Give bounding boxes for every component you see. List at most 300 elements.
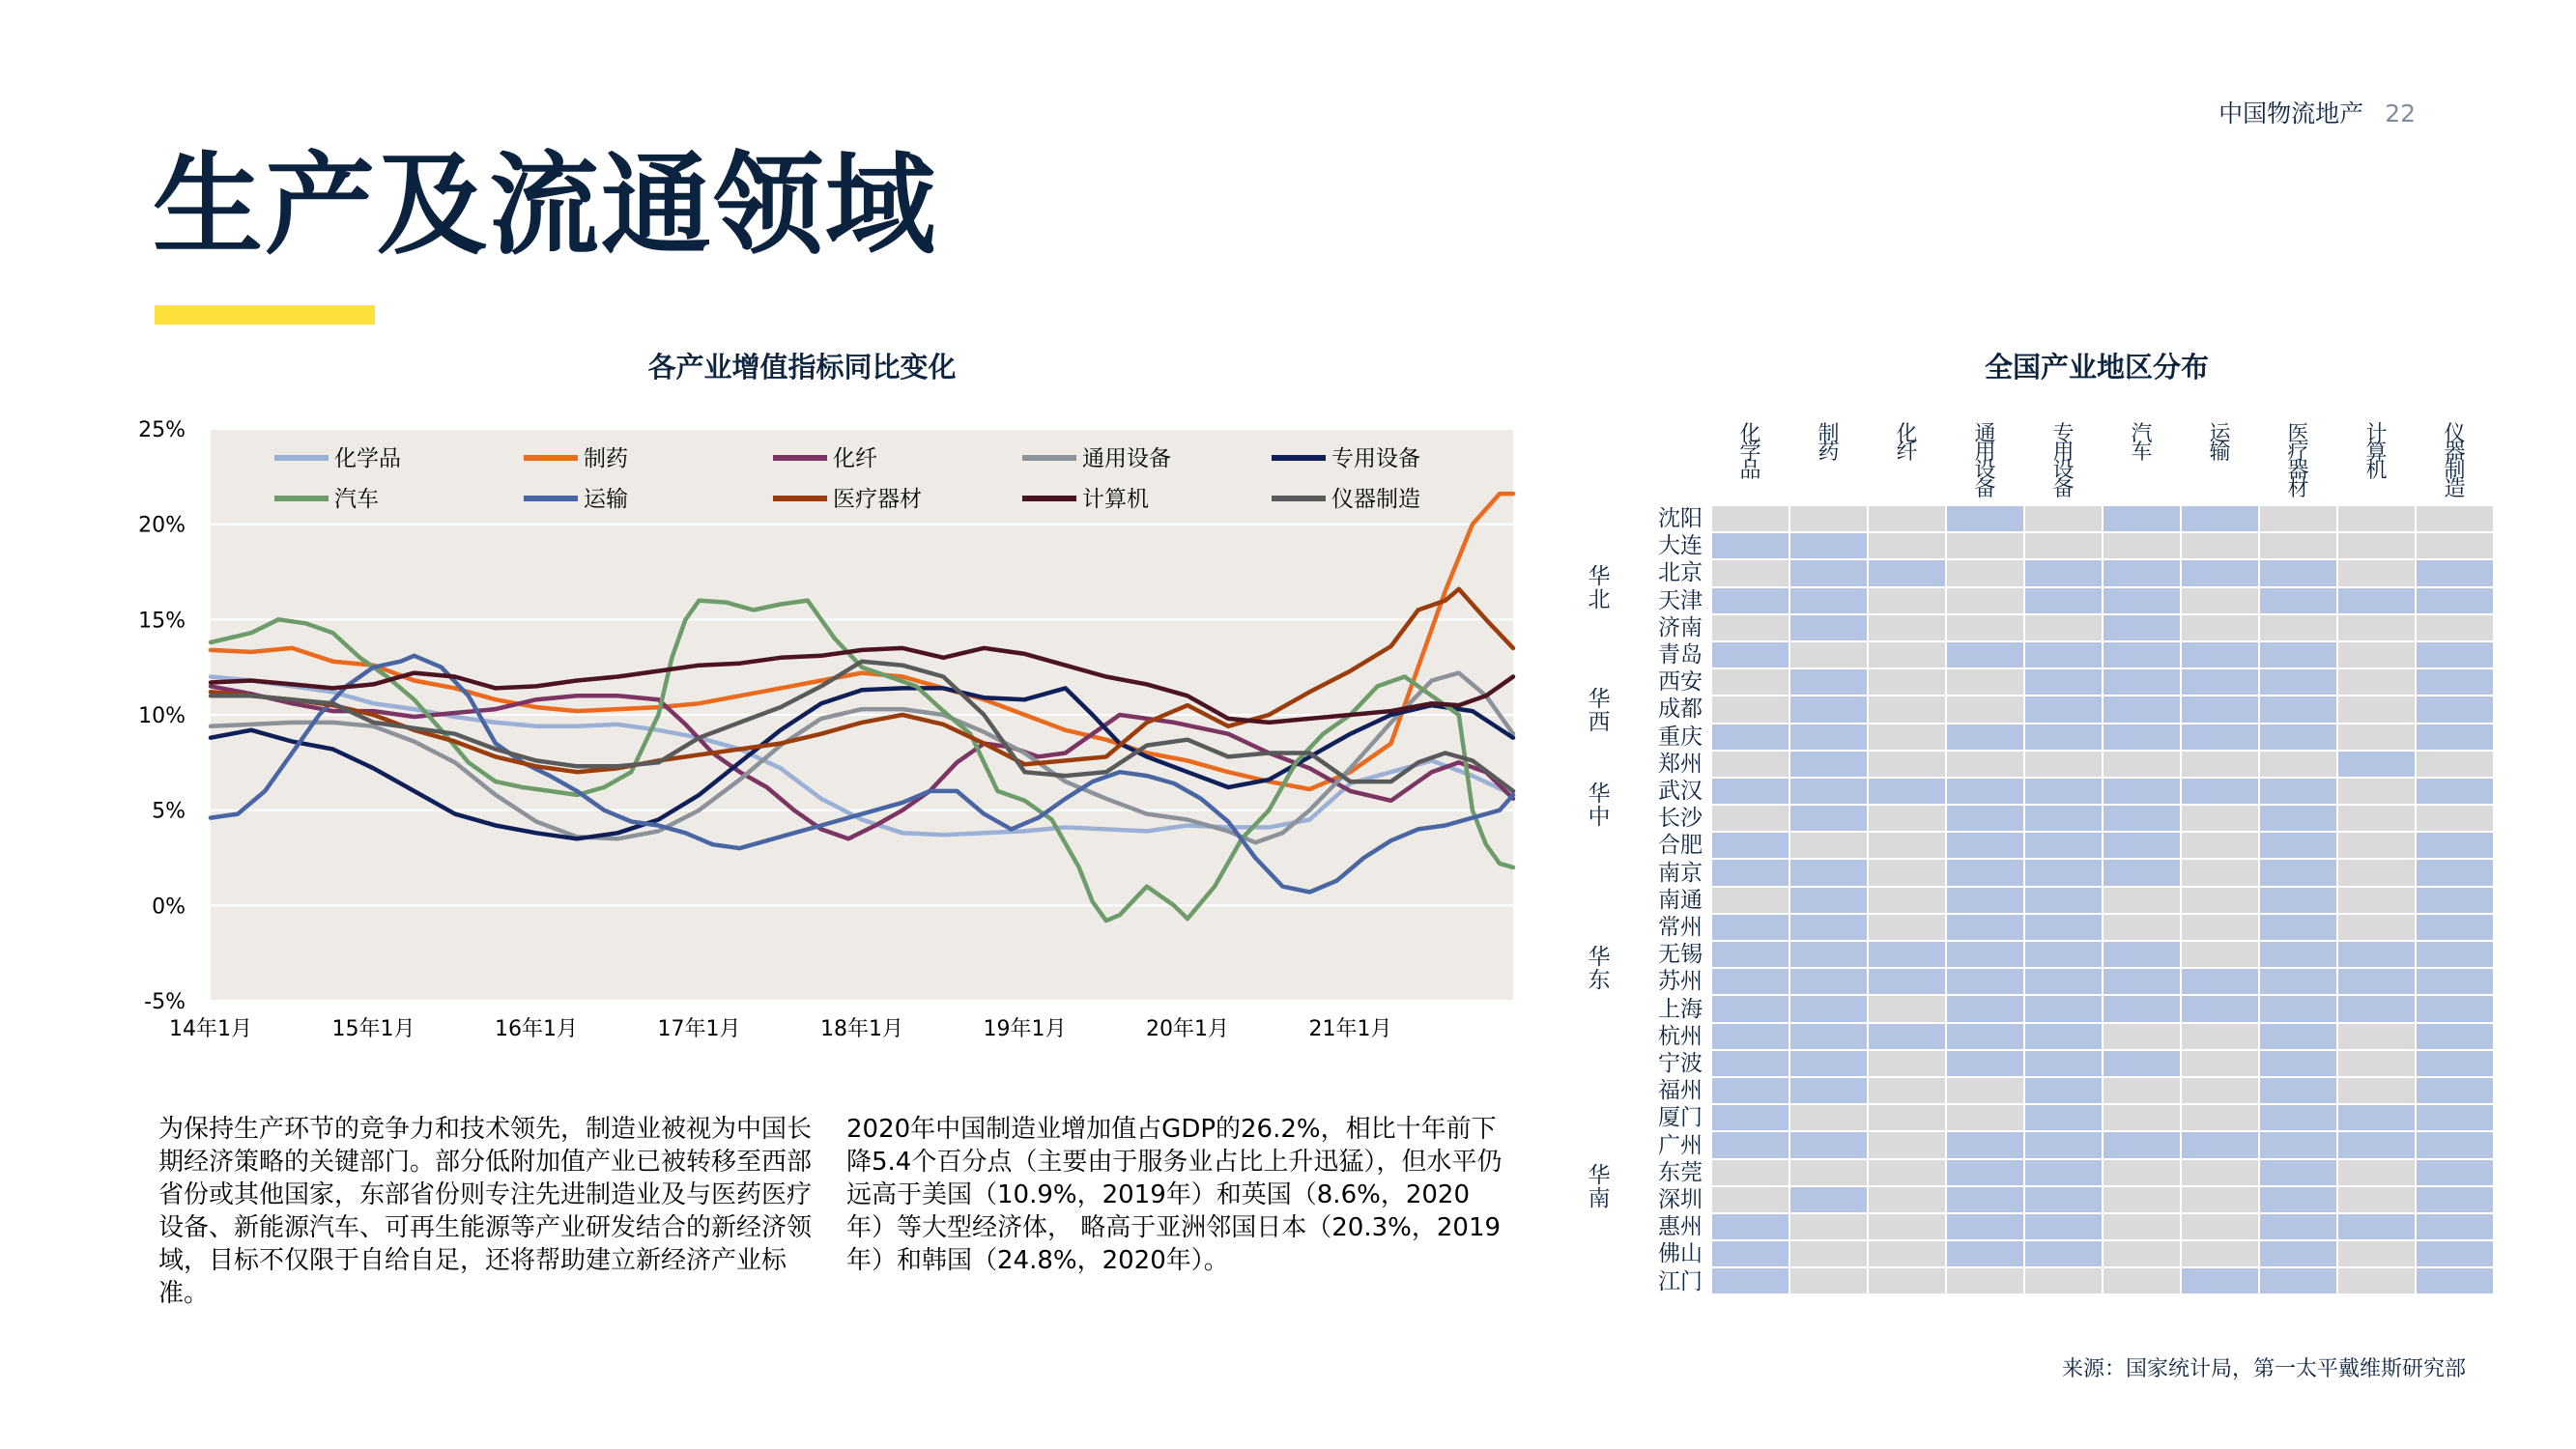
heatmap-cell <box>1869 615 1945 640</box>
heatmap-cell <box>2417 1078 2493 1103</box>
legend-label: 汽车 <box>334 487 379 512</box>
heatmap-cell <box>2338 752 2415 777</box>
heatmap-cell <box>2338 615 2415 640</box>
heatmap-cell <box>2338 833 2415 858</box>
heatmap-cell <box>1947 752 2023 777</box>
heatmap-cell <box>1712 1241 1789 1266</box>
heatmap-cell <box>1790 1078 1867 1103</box>
heatmap-city-label: 广州 <box>1658 1132 1703 1158</box>
heatmap-cell <box>1712 833 1789 858</box>
heatmap-cell <box>2182 1051 2258 1076</box>
heatmap-city-label: 长沙 <box>1658 806 1703 832</box>
heatmap-cell <box>2417 533 2493 558</box>
heatmap-cell <box>2104 1214 2180 1239</box>
heatmap-cell <box>2025 1160 2102 1185</box>
heatmap-cell <box>2260 1187 2336 1212</box>
heatmap-cell <box>2260 506 2336 531</box>
heatmap-cell <box>1712 779 1789 804</box>
heatmap-cell <box>2260 560 2336 585</box>
y-tick-label: 0% <box>152 895 186 920</box>
heatmap-cell <box>2025 1268 2102 1293</box>
legend-label: 通用设备 <box>1082 446 1171 471</box>
heatmap-cell <box>1712 560 1789 585</box>
heatmap-cell <box>1790 560 1867 585</box>
heatmap-cell <box>2417 779 2493 804</box>
heatmap-city-label: 重庆 <box>1658 724 1703 750</box>
heatmap-cell <box>2025 1241 2102 1266</box>
heatmap-city-label: 大连 <box>1658 533 1703 559</box>
heatmap-cell <box>2182 560 2258 585</box>
legend-label: 专用设备 <box>1331 446 1420 471</box>
heatmap-cell <box>2417 560 2493 585</box>
heatmap-column-header: 运输 <box>2209 422 2231 465</box>
heatmap-city-label: 合肥 <box>1658 833 1703 859</box>
legend-label: 化学品 <box>334 446 401 471</box>
heatmap-cell <box>1712 1132 1789 1157</box>
heatmap-city-label: 苏州 <box>1658 969 1703 995</box>
heatmap-cell <box>2260 1105 2336 1130</box>
heatmap-cell <box>1790 915 1867 940</box>
heatmap-cell <box>2417 588 2493 613</box>
heatmap-cell <box>1712 1160 1789 1185</box>
heatmap-cell <box>2104 696 2180 722</box>
heatmap-cell <box>1790 615 1867 640</box>
heatmap-cell <box>1869 1132 1945 1157</box>
heatmap-cell <box>2182 860 2258 885</box>
heatmap-cell <box>2260 1241 2336 1266</box>
heatmap-cell <box>2104 1187 2180 1212</box>
heatmap-cell <box>2338 1024 2415 1049</box>
page-title: 生产及流通领域 <box>153 141 938 270</box>
heatmap-cell <box>1790 779 1867 804</box>
heatmap-cell <box>2182 642 2258 668</box>
heatmap-city-label: 沈阳 <box>1658 506 1703 531</box>
heatmap-cell <box>2260 752 2336 777</box>
heatmap-cell <box>2417 724 2493 750</box>
legend-label: 运输 <box>584 487 628 512</box>
heatmap-column-header: 医疗器材 <box>2287 422 2309 501</box>
heatmap-city-label: 常州 <box>1658 915 1703 940</box>
heatmap-cell <box>2182 1132 2258 1157</box>
heatmap-cell <box>1947 506 2023 531</box>
heatmap-cell <box>2104 1160 2180 1185</box>
x-tick-label: 18年1月 <box>820 1017 903 1041</box>
heatmap-cell <box>2182 588 2258 613</box>
heatmap-cell <box>1869 1160 1945 1185</box>
heatmap-cell <box>1790 1024 1867 1049</box>
heatmap-cell <box>2260 860 2336 885</box>
heatmap-cell <box>2182 915 2258 940</box>
heatmap-cell <box>1790 533 1867 558</box>
heatmap-cell <box>1869 779 1945 804</box>
heatmap-cell <box>1790 806 1867 831</box>
heatmap-cell <box>2182 669 2258 695</box>
heatmap-cell <box>2025 996 2102 1021</box>
heatmap-cell <box>1947 1268 2023 1293</box>
heatmap-cell <box>2260 696 2336 722</box>
heatmap-cell <box>2025 588 2102 613</box>
heatmap-cell <box>2338 696 2415 722</box>
x-tick-label: 17年1月 <box>657 1017 741 1041</box>
legend-label: 化纤 <box>833 446 877 471</box>
heatmap-cell <box>1790 1268 1867 1293</box>
x-tick-label: 20年1月 <box>1146 1017 1229 1041</box>
heatmap-cell <box>1790 588 1867 613</box>
heatmap-cell <box>1869 860 1945 885</box>
heatmap-city-label: 南京 <box>1658 860 1703 886</box>
heatmap-cell <box>2182 1241 2258 1266</box>
heatmap-cell <box>2417 996 2493 1021</box>
heatmap-cell <box>2417 860 2493 885</box>
heatmap-city-label: 江门 <box>1658 1268 1703 1294</box>
heatmap-cell <box>1869 1241 1945 1266</box>
heatmap-cell <box>2104 560 2180 585</box>
heatmap-cell <box>2182 724 2258 750</box>
heatmap-cell <box>1790 1160 1867 1185</box>
heatmap-cell <box>1869 506 1945 531</box>
heatmap-cell <box>1712 942 1789 967</box>
heatmap-cell <box>1712 642 1789 668</box>
heatmap-cell <box>2260 588 2336 613</box>
heatmap-cell <box>2338 942 2415 967</box>
heatmap-cell <box>2260 1024 2336 1049</box>
heatmap-cell <box>2417 615 2493 640</box>
heatmap-cell <box>1712 1268 1789 1293</box>
heatmap-cell <box>1712 1024 1789 1049</box>
heatmap-cell <box>1947 1214 2023 1239</box>
heatmap-cell <box>1947 942 2023 967</box>
heatmap-column-header: 通用设备 <box>1974 422 1996 501</box>
heatmap-cell <box>1869 806 1945 831</box>
heatmap-cell <box>1869 942 1945 967</box>
heatmap-cell <box>2417 1268 2493 1293</box>
heatmap-cell <box>1712 533 1789 558</box>
heatmap-cell <box>2338 888 2415 913</box>
heatmap-cell <box>2260 1132 2336 1157</box>
heatmap-cell <box>2104 669 2180 695</box>
heatmap-cell <box>2338 1214 2415 1239</box>
heatmap-cell <box>2104 1132 2180 1157</box>
heatmap-cell <box>2025 888 2102 913</box>
heatmap-cell <box>1947 1024 2023 1049</box>
heatmap-cell <box>2182 1024 2258 1049</box>
heatmap-cell <box>1869 1214 1945 1239</box>
heatmap-cell <box>2260 1051 2336 1076</box>
heatmap-cell <box>2338 533 2415 558</box>
heatmap-cell <box>2417 1132 2493 1157</box>
heatmap-cell <box>2260 615 2336 640</box>
heatmap-cell <box>1712 860 1789 885</box>
heatmap-cell <box>2338 1105 2415 1130</box>
heatmap-cell <box>2417 833 2493 858</box>
heatmap-cell <box>2417 888 2493 913</box>
heatmap-cell <box>2338 996 2415 1021</box>
heatmap-cell <box>2104 779 2180 804</box>
x-tick-label: 15年1月 <box>331 1017 415 1041</box>
heatmap-cell <box>1947 1160 2023 1185</box>
heatmap-city-label: 厦门 <box>1658 1105 1703 1131</box>
heatmap-cell <box>2025 642 2102 668</box>
y-tick-label: 5% <box>152 799 186 824</box>
heatmap-cell <box>2260 996 2336 1021</box>
y-tick-label: 15% <box>138 609 186 634</box>
heatmap-cell <box>1869 560 1945 585</box>
heatmap-cell <box>2417 969 2493 994</box>
heatmap-cell <box>2182 779 2258 804</box>
line-chart-title: 各产业增值指标同比变化 <box>647 351 957 384</box>
heatmap-cell <box>2417 506 2493 531</box>
heatmap-cell <box>1869 1105 1945 1130</box>
heatmap-cell <box>1712 915 1789 940</box>
heatmap-cell <box>1947 642 2023 668</box>
legend-label: 医疗器材 <box>833 487 922 512</box>
heatmap-cell <box>1869 888 1945 913</box>
heatmap-cell <box>1790 833 1867 858</box>
heatmap-cell <box>1712 588 1789 613</box>
heatmap-cell <box>2338 806 2415 831</box>
heatmap-cell <box>2025 1187 2102 1212</box>
heatmap-cell <box>2025 506 2102 531</box>
heatmap-cell <box>2104 752 2180 777</box>
heatmap-cell <box>1712 1051 1789 1076</box>
heatmap-cell <box>2417 1051 2493 1076</box>
heatmap-cell <box>2025 942 2102 967</box>
heatmap-cell <box>1790 1241 1867 1266</box>
heatmap-cell <box>1869 752 1945 777</box>
heatmap-cell <box>2260 833 2336 858</box>
heatmap-cell <box>1869 996 1945 1021</box>
heatmap-column-header: 计算机 <box>2365 422 2388 483</box>
heatmap-cell <box>1947 696 2023 722</box>
heatmap-cell <box>2025 806 2102 831</box>
heatmap-cell <box>2417 642 2493 668</box>
heatmap-cell <box>2182 833 2258 858</box>
heatmap-cell <box>2260 533 2336 558</box>
heatmap-cell <box>1947 560 2023 585</box>
heatmap-cell <box>1790 942 1867 967</box>
heatmap-cell <box>1790 1214 1867 1239</box>
heatmap-cell <box>2104 724 2180 750</box>
heatmap-cell <box>1790 669 1867 695</box>
header-brand <box>2218 95 2416 129</box>
heatmap-column-header: 制药 <box>1818 422 1840 465</box>
heatmap-cell <box>2338 724 2415 750</box>
heatmap-cell <box>1790 1051 1867 1076</box>
heatmap-cell <box>2182 969 2258 994</box>
page-number: 22 <box>2385 99 2416 128</box>
heatmap-cell <box>1790 1105 1867 1130</box>
heatmap-cell <box>2260 642 2336 668</box>
heatmap-cell <box>2182 752 2258 777</box>
heatmap-title: 全国产业地区分布 <box>1984 351 2209 384</box>
heatmap-column-header: 汽车 <box>2131 422 2153 465</box>
y-tick-label: 20% <box>138 513 186 538</box>
heatmap-cell <box>2338 669 2415 695</box>
heatmap-cell <box>1712 615 1789 640</box>
heatmap-cell <box>2338 1160 2415 1185</box>
heatmap-cell <box>2338 779 2415 804</box>
heatmap-cell <box>2182 533 2258 558</box>
heatmap-cell <box>1712 1105 1789 1130</box>
heatmap-city-label: 南通 <box>1658 887 1703 913</box>
heatmap-cell <box>1947 1078 2023 1103</box>
heatmap-region-label: 华北 <box>1588 563 1611 612</box>
heatmap-cell <box>1790 696 1867 722</box>
heatmap-cell <box>1869 1078 1945 1103</box>
heatmap-city-label: 郑州 <box>1658 751 1703 777</box>
heatmap-cell <box>1712 669 1789 695</box>
heatmap-cell <box>2025 533 2102 558</box>
heatmap-cell <box>2182 696 2258 722</box>
heatmap-cell <box>2025 779 2102 804</box>
heatmap-cell <box>1790 724 1867 750</box>
heatmap-cell <box>1947 1051 2023 1076</box>
heatmap-cell <box>2182 1078 2258 1103</box>
heatmap-cell <box>2104 860 2180 885</box>
heatmap-cell <box>2182 615 2258 640</box>
x-tick-label: 16年1月 <box>495 1017 578 1041</box>
heatmap-cell <box>1947 833 2023 858</box>
heatmap-cell <box>2182 1105 2258 1130</box>
heatmap-grid <box>1712 506 2493 1293</box>
heatmap-city-label: 上海 <box>1658 996 1703 1022</box>
heatmap-cell <box>2260 724 2336 750</box>
heatmap-cell <box>1869 1268 1945 1293</box>
heatmap-cell <box>1947 533 2023 558</box>
heatmap-column-header: 化学品 <box>1739 422 1761 483</box>
heatmap-cell <box>2104 969 2180 994</box>
heatmap-cell <box>2338 1051 2415 1076</box>
heatmap-cell <box>1947 915 2023 940</box>
heatmap-cell <box>2417 806 2493 831</box>
heatmap-cell <box>2417 942 2493 967</box>
brand-name: 中国物流地产 <box>2218 99 2364 128</box>
heatmap-cell <box>2104 1105 2180 1130</box>
heatmap-cell <box>1712 1187 1789 1212</box>
heatmap-cell <box>1947 724 2023 750</box>
heatmap-cell <box>1947 1132 2023 1157</box>
heatmap-cell <box>2104 1078 2180 1103</box>
heatmap-cell <box>2025 560 2102 585</box>
heatmap-cell <box>2104 833 2180 858</box>
heatmap-cell <box>2338 969 2415 994</box>
heatmap-cell <box>2260 779 2336 804</box>
heatmap-cell <box>1869 1024 1945 1049</box>
heatmap-cell <box>2104 1024 2180 1049</box>
heatmap-cell <box>2338 915 2415 940</box>
x-tick-label: 19年1月 <box>983 1017 1067 1041</box>
heatmap-cell <box>2025 915 2102 940</box>
heatmap-cell <box>2104 1268 2180 1293</box>
heatmap-city-label: 无锡 <box>1658 942 1703 968</box>
heatmap-cell <box>2260 806 2336 831</box>
heatmap-column-header: 专用设备 <box>2052 422 2075 501</box>
heatmap-cell <box>2260 888 2336 913</box>
heatmap-cell <box>1947 1241 2023 1266</box>
heatmap-cell <box>2417 915 2493 940</box>
right-paragraph: 2020年中国制造业增加值占GDP的26.2%，相比十年前下降5.4个百分点（主要由于服务业占比上升迅猛），但水平仍远高于美国（10.9%，2019年）和英国（8.6%，2020年）等大型经济体， 略高于亚洲邻国日本（20.3%，2019年）和韩国（24.8%，2020年）。 <box>846 1115 1503 1275</box>
heatmap-cell <box>2260 1268 2336 1293</box>
heatmap-cell <box>2338 860 2415 885</box>
heatmap-cell <box>1869 642 1945 668</box>
heatmap-cell <box>1790 642 1867 668</box>
heatmap-cell <box>1712 996 1789 1021</box>
heatmap-cell <box>2182 942 2258 967</box>
heatmap-cell <box>2104 915 2180 940</box>
heatmap-cell <box>2104 888 2180 913</box>
heatmap-cell <box>1947 779 2023 804</box>
x-tick-label: 21年1月 <box>1308 1017 1392 1041</box>
heatmap-cell <box>2025 1078 2102 1103</box>
heatmap-cell <box>2417 1024 2493 1049</box>
heatmap-cell <box>2182 506 2258 531</box>
heatmap-region-label: 华南 <box>1588 1163 1611 1211</box>
heatmap-cell <box>2417 669 2493 695</box>
heatmap-cell <box>2182 1214 2258 1239</box>
heatmap-cell <box>2025 696 2102 722</box>
heatmap-cell <box>2338 588 2415 613</box>
heatmap-cell <box>1712 1078 1789 1103</box>
heatmap-cell <box>2025 1214 2102 1239</box>
heatmap-cell <box>2417 1105 2493 1130</box>
heatmap-cell <box>2338 1187 2415 1212</box>
heatmap-city-label: 北京 <box>1658 560 1703 586</box>
heatmap-cell <box>2104 506 2180 531</box>
heatmap-cell <box>2104 806 2180 831</box>
y-tick-label: 10% <box>138 704 186 728</box>
heatmap-column-header: 仪器制造 <box>2444 422 2466 501</box>
heatmap-cell <box>2104 996 2180 1021</box>
heatmap-cell <box>2025 833 2102 858</box>
heatmap-cell <box>2182 1268 2258 1293</box>
heatmap-cell <box>2104 533 2180 558</box>
heatmap-cell <box>1947 888 2023 913</box>
heatmap-cell <box>1947 1187 2023 1212</box>
heatmap-cell <box>2417 1214 2493 1239</box>
heatmap-cell <box>2260 942 2336 967</box>
heatmap-cell <box>1790 969 1867 994</box>
heatmap-city-label: 天津 <box>1658 587 1703 613</box>
heatmap-city-label: 宁波 <box>1658 1051 1703 1076</box>
heatmap-cell <box>1947 669 2023 695</box>
heatmap-city-label: 惠州 <box>1658 1214 1703 1240</box>
heatmap-cell <box>2338 1132 2415 1157</box>
heatmap-cell <box>2338 642 2415 668</box>
heatmap-cell <box>1712 752 1789 777</box>
legend-label: 仪器制造 <box>1331 487 1420 512</box>
heatmap-cell <box>2338 1268 2415 1293</box>
heatmap-cell <box>1790 888 1867 913</box>
heatmap-cell <box>1947 1105 2023 1130</box>
source-note: 来源：国家统计局，第一太平戴维斯研究部 <box>2061 1357 2466 1381</box>
heatmap-cell <box>2104 1051 2180 1076</box>
heatmap-cell <box>2260 669 2336 695</box>
heatmap-cell <box>2182 1187 2258 1212</box>
heatmap-cell <box>2025 1024 2102 1049</box>
heatmap-cell <box>2104 942 2180 967</box>
heatmap-cell <box>2417 1160 2493 1185</box>
line-chart <box>0 386 1527 1121</box>
heatmap-cell <box>1869 969 1945 994</box>
heatmap-cell <box>2104 1241 2180 1266</box>
heatmap-city-label: 佛山 <box>1658 1241 1703 1267</box>
heatmap-cell <box>2025 1132 2102 1157</box>
legend-label: 计算机 <box>1082 487 1149 512</box>
heatmap-region-label: 华西 <box>1588 686 1611 735</box>
heatmap-cell <box>2338 1078 2415 1103</box>
heatmap-region-label: 华东 <box>1588 945 1611 994</box>
heatmap-cell <box>2025 969 2102 994</box>
